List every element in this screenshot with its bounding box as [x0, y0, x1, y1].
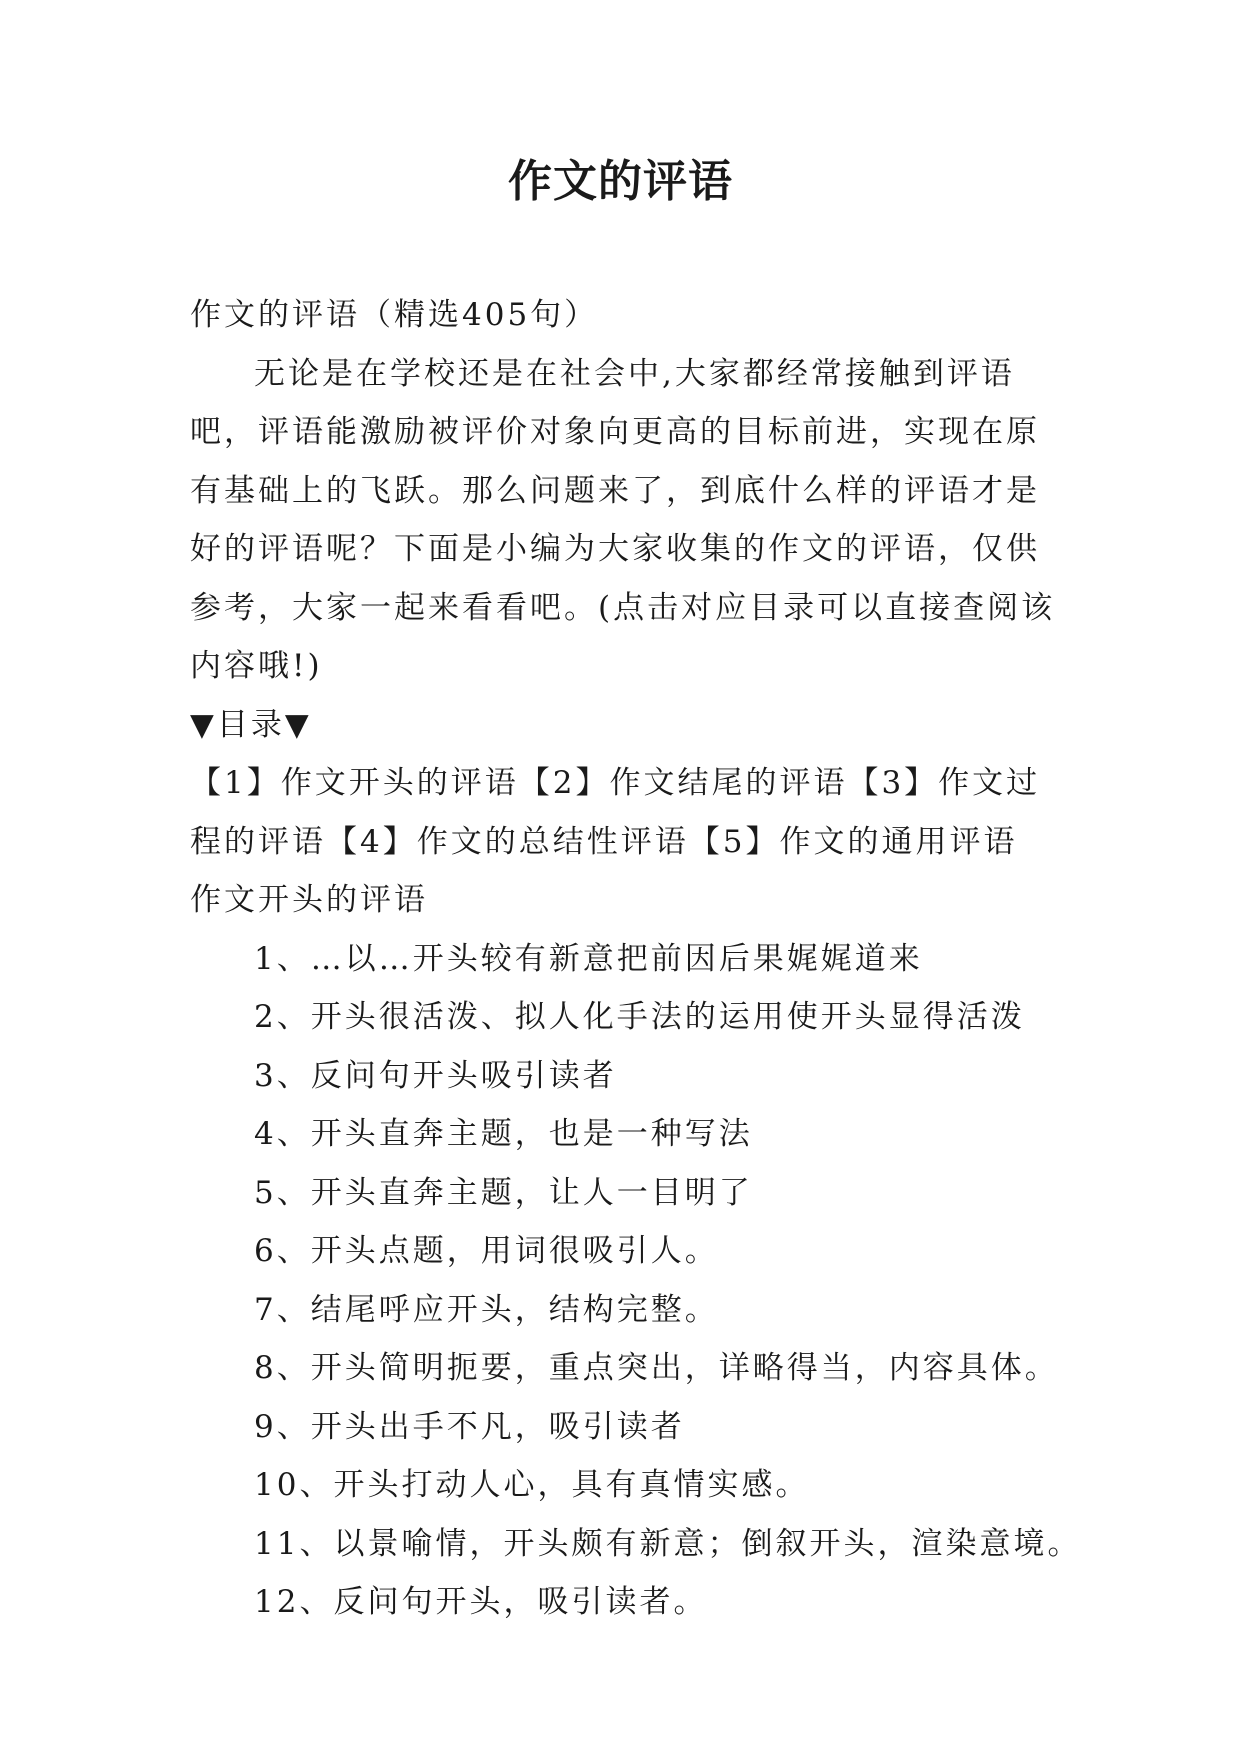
toc-list: 【1】作文开头的评语【2】作文结尾的评语【3】作文过程的评语【4】作文的总结性评语【5】作文的通用评语 作文开头的评语 — [190, 765, 1086, 918]
list-item: 4、开头直奔主题，也是一种写法 — [254, 1116, 753, 1152]
list-item: 9、开头出手不凡，吸引读者 — [254, 1408, 685, 1445]
toc-heading: ▼目录▼ — [190, 706, 312, 743]
list-item: 12、反问句开头，吸引读者。 — [254, 1584, 708, 1620]
list-item: 6、开头点题，用词很吸引人。 — [254, 1233, 719, 1269]
document-subtitle: 作文的评语（精选405句） — [190, 297, 599, 333]
list-item: 5、开头直奔主题，让人一目明了 — [254, 1174, 753, 1211]
intro-paragraph: 无论是在学校还是在社会中,大家都经常接触到评语吧，评语能激励被评价对象向更高的目标前进，实现在原有基础上的飞跃。那么问题来了，到底什么样的评语才是好的评语呢？下面是小编为大家收集的作文的评语，仅供参考，大家一起来看看吧。(点击对应目录可以直接查阅该内容哦!) — [190, 355, 1056, 684]
list-item: 8、开头简明扼要，重点突出，详略得当，内容具体。 — [254, 1350, 1059, 1386]
list-item: 11、以景喻情，开头颇有新意；倒叙开头，渲染意境。 — [254, 1525, 1082, 1562]
list-item: 10、开头打动人心，具有真情实感。 — [254, 1467, 810, 1503]
list-item: 2、开头很活泼、拟人化手法的运用使开头显得活泼 — [254, 999, 1025, 1035]
list-item: 3、反问句开头吸引读者 — [254, 1057, 617, 1094]
document-body — [190, 286, 1086, 1632]
document-title: 作文的评语 — [508, 156, 733, 207]
list-item: 1、…以…开头较有新意把前因后果娓娓道来 — [254, 940, 923, 977]
list-item: 7、结尾呼应开头，结构完整。 — [254, 1291, 719, 1328]
